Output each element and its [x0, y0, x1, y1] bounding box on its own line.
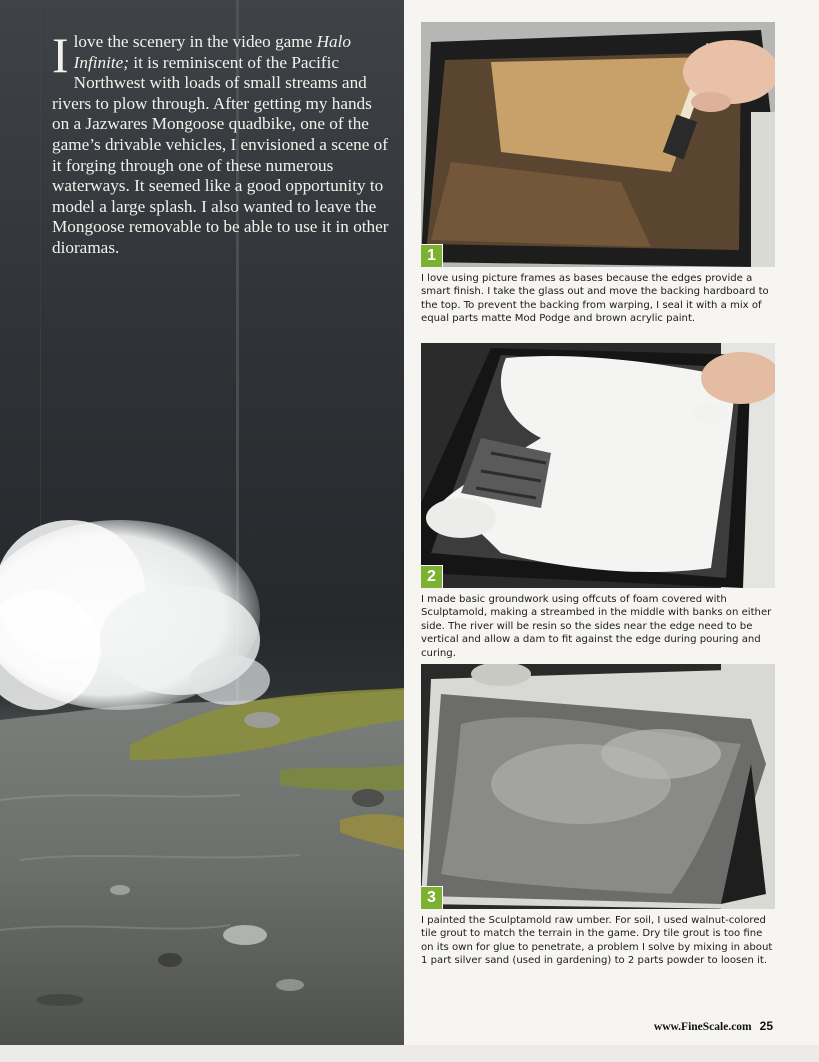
website-url: www.FineScale.com: [653, 1021, 752, 1033]
step-1-badge: 1: [421, 244, 443, 267]
intro-paragraph: [52, 27, 390, 259]
intro-text-rest: it is reminiscent of the Pacific Northwest with loads of small streams and rivers to plow through. After getting my hands on a Jazwares Mongoose quadbike, one of the game’s drivable vehicles, I envisioned a scene of it forging through one of these numerous waterways. It seemed like a good opportunity to model a large splash. I also wanted to leave the Mongoose removable to be able to use it in other dioramas.: [52, 52, 389, 257]
page-number: 25: [759, 1019, 773, 1033]
step-1-photo: [421, 22, 775, 267]
page-footer: [654, 1019, 773, 1033]
step-1: [421, 22, 776, 326]
step-3-caption: I painted the Sculptamold raw umber. For soil, I used walnut-colored tile grout to match the terrain in the game. Dry tile grout is too fine on its own for glue to penetrate, a problem I solve by mixing in about 1 part silver sand (used in gardening) to 2 parts powder to loosen it.: [421, 915, 773, 967]
intro-text-start: love the scenery in the video game: [73, 32, 317, 51]
drop-cap: I: [52, 27, 69, 83]
step-1-caption: I love using picture frames as bases because the edges provide a smart finish. I take the glass out and move the backing hardboard to the top. To prevent the backing from warping, I seal it with a mix of equal parts matte Mod Podge and brown acrylic paint.: [421, 273, 769, 325]
picture-frame-painting-illustration: [421, 22, 775, 267]
step-2: [421, 343, 776, 660]
game-title: Halo Infinite;: [73, 32, 351, 72]
step-2-caption: I made basic groundwork using offcuts of foam covered with Sculptamold, making a streambed in the middle with banks on either side. The river will be resin so the sides near the edge need to be vertical and allow a dam to fit against the edge during pouring and curing.: [421, 594, 772, 659]
foam-groundwork-illustration: [421, 343, 775, 588]
painted-sculptamold-illustration: [421, 664, 775, 909]
hero-photo: [0, 0, 404, 1045]
step-2-photo: [421, 343, 775, 588]
step-3-badge: 3: [421, 886, 443, 909]
step-2-badge: 2: [421, 565, 443, 588]
step-3: [421, 664, 776, 968]
step-3-photo: [421, 664, 775, 909]
bottom-margin: [0, 1045, 819, 1062]
